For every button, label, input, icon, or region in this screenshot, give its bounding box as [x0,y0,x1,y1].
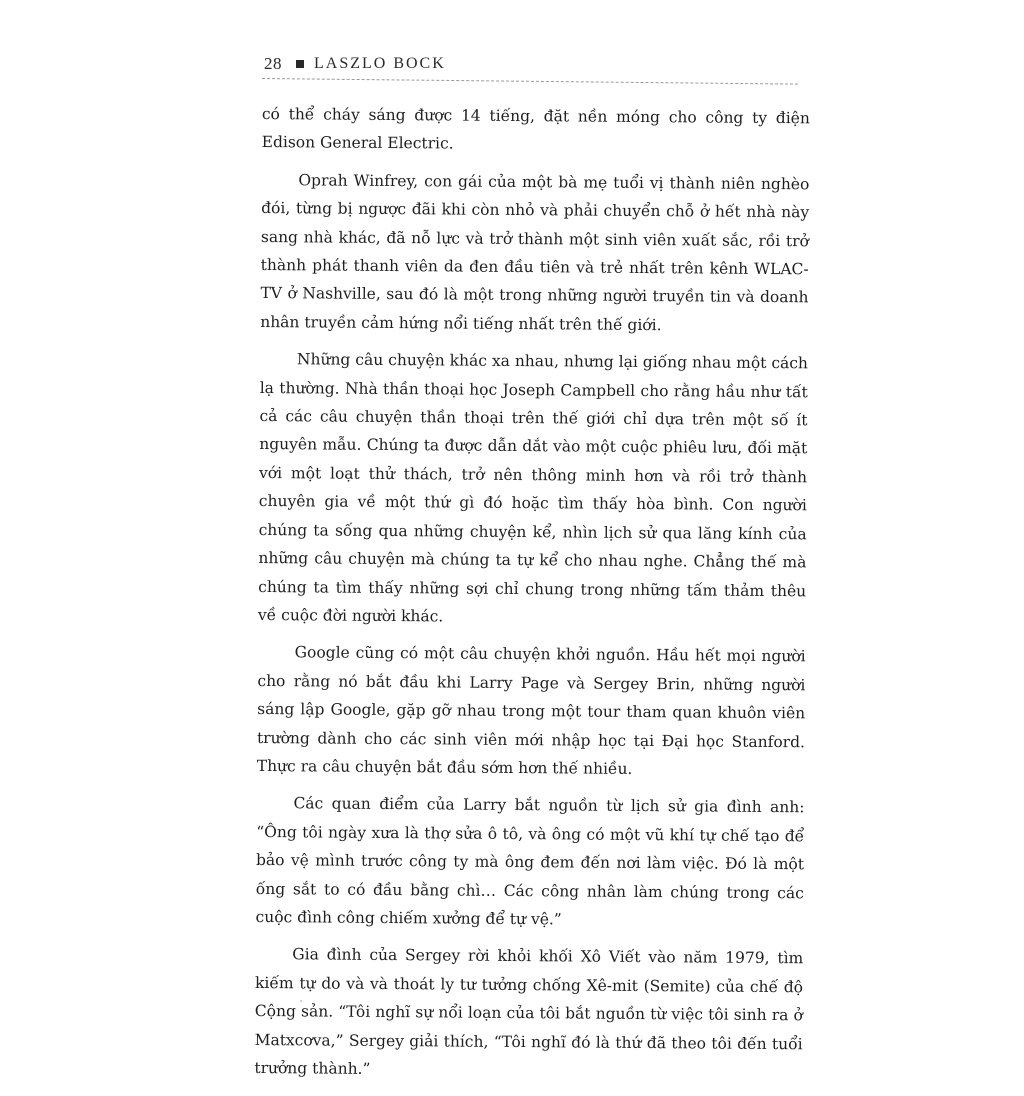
page-speck [300,1000,302,1002]
square-bullet-icon [296,60,304,68]
header-divider [262,78,798,85]
paragraph: Những câu chuyện khác xa nhau, nhưng lại giống nhau một cách lạ thường. Nhà thần thoại học Joseph Campbell cho rằng hầu như tất cả các câu chuyện thần thoại trên thế giới chỉ dựa trên một số ít nguyên mẫu. Chúng ta được dẫn dắt vào một cuộc phiêu lưu, đối mặt với một loạt thử thách, trở nên thông minh hơn và rồi trở thành chuyên gia về một thứ gì đó hoặc tìm thấy hòa bình. Con người chúng ta sống qua những chuyện kể, nhìn lịch sử qua lăng kính của những câu chuyện mà chúng ta tự kể cho nhau nghe. Chẳng thế mà chúng ta tìm thấy những sợi chỉ chung trong những tấm thảm thêu về cuộc đời người khác. [257,350,809,626]
paragraph: Các quan điểm của Larry bắt nguồn từ lịch sử gia đình anh: “Ông tôi ngày xưa là thợ sửa ô tô, và ông có một vũ khí tự chế tạo để bảo vệ mình trước công ty mà ông đem đến nơi làm việc. Đó là một ống sắt to có đầu bằng chì… Các công nhân làm chúng trong các cuộc đình công chiếm xưởng để tự vệ.” [255,794,805,929]
body-text [254,100,810,1096]
paragraph: Gia đình của Sergey rời khỏi khối Xô Viết vào năm 1979, tìm kiếm tự do và và thoát ly tư tưởng chống Xê-mit (Semite) của chế độ Cộng sản. “Tôi nghĩ sự nổi loạn của tôi bắt nguồn từ việc tôi sinh ra ở Matxcơva,” Sergey giải thích, “Tôi nghĩ đó là thứ đã theo tôi đến tuổi trưởng thành.” [254,945,804,1078]
paragraph: Google cũng có một câu chuyện khởi nguồn. Hầu hết mọi người cho rằng nó bắt đầu khi Larry Page và Sergey Brin, những người sáng lập Google, gặp gỡ nhau trong một tour tham quan khuôn viên trường dành cho các sinh viên mới nhập học tại Đại học Stanford. Thực ra câu chuyện bắt đầu sớm hơn thế nhiều. [256,643,806,778]
running-header [264,52,804,76]
paragraph: Oprah Winfrey, con gái của một bà mẹ tuổi vị thành niên nghèo đói, từng bị ngược đãi khi còn nhỏ và phải chuyển chỗ ở hết nhà này sang nhà khác, đã nỗ lực và trở thành một sinh viên xuất sắc, rồi trở thành phát thanh viên da đen đầu tiên và trẻ nhất trên kênh WLAC-TV ở Nashville, sau đó là một trong những người truyền tin và doanh nhân truyền cảm hứng nổi tiếng nhất trên thế giới. [260,171,810,334]
page-number: 28 [264,54,282,73]
paragraph: có thể cháy sáng được 14 tiếng, đặt nền móng cho công ty điện Edison General Electric. [261,104,810,153]
author-name: LASZLO BOCK [314,55,446,72]
